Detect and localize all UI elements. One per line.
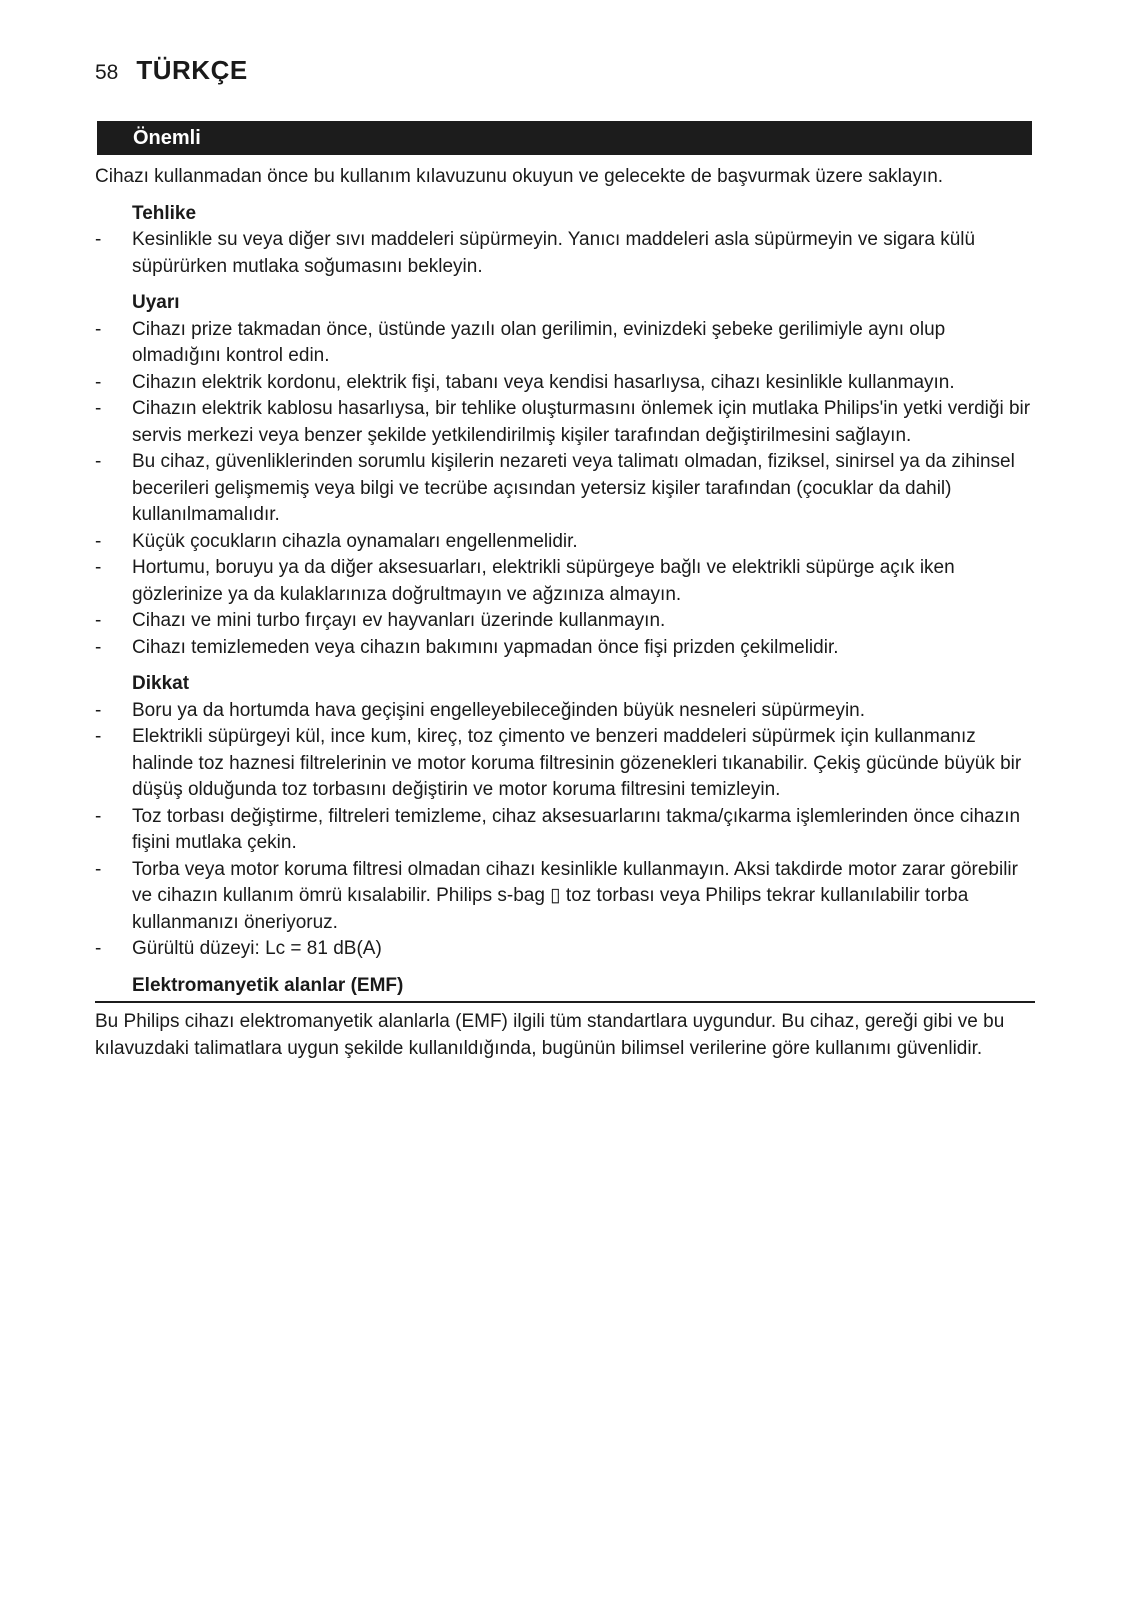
list-item: [95, 227, 1035, 280]
list-item-text: Cihazı ve mini turbo fırçayı ev hayvanları üzerinde kullanmayın.: [132, 610, 666, 631]
list-item: [95, 804, 1035, 857]
caution-heading: Dikkat: [132, 673, 190, 694]
dash-bullet: -: [95, 636, 102, 658]
dash-bullet: -: [95, 451, 102, 472]
list-item: [95, 396, 1035, 449]
danger-heading: Tehlike: [132, 202, 197, 224]
dash-bullet: -: [95, 726, 102, 747]
warning-list: [95, 317, 1035, 662]
list-item: [95, 608, 1035, 635]
list-item-text: Küçük çocukların cihazla oynamaları engellenmelidir.: [132, 530, 578, 552]
intro-paragraph: Cihazı kullanmadan önce bu kullanım kılavuzunu okuyun ve gelecekte de başvurmak üzere saklayın.: [95, 166, 944, 187]
page-language-title: TÜRKÇE: [136, 55, 248, 85]
dash-bullet: -: [95, 229, 102, 250]
dash-bullet: -: [95, 530, 102, 552]
list-item: [95, 449, 1035, 529]
list-item-text: Kesinlikle su veya diğer sıvı maddeleri süpürmeyin. Yanıcı maddeleri asla süpürmeyin ve sigara külü süpürürken mutlaka soğumasını bekleyin.: [132, 229, 976, 277]
list-item: [95, 635, 1035, 662]
caution-list: [95, 698, 1035, 963]
list-item-text: Cihazı temizlemeden veya cihazın bakımını yapmadan önce fişi prizden çekilmelidir.: [132, 636, 839, 658]
emf-paragraph: Bu Philips cihazı elektromanyetik alanlarla (EMF) ilgili tüm standartlara uygundur. Bu cihaz, gereği gibi ve bu kılavuzdaki talimatlara uygun şekilde kullanıldığında, bugünün bilimsel verilerine göre kullanımı güvenlidir.: [95, 1011, 1005, 1059]
list-item: [95, 724, 1035, 804]
list-item-text: Elektrikli süpürgeyi kül, ince kum, kireç, toz çimento ve benzeri maddeleri süpürmek için kullanmanız halinde toz haznesi filtrelerinin ve motor koruma filtresinin gözenekleri tıkanabilir. Çekiş gücünde büyük bir düşüş olduğunda toz torbasını değiştirin ve motor koruma filtresini temizleyin.: [132, 726, 1022, 800]
dash-bullet: -: [95, 610, 102, 631]
page-number: 58: [95, 61, 119, 84]
page-header: [95, 55, 248, 86]
danger-list: [95, 227, 1035, 280]
list-item: [95, 317, 1035, 370]
list-item-text: Cihazın elektrik kordonu, elektrik fişi, tabanı veya kendisi hasarlıysa, cihazı kesinlikle kullanmayın.: [132, 371, 955, 393]
list-item-text: Gürültü düzeyi: Lc = 81 dB(A): [132, 938, 382, 959]
dash-bullet: -: [95, 557, 102, 578]
emf-heading: Elektromanyetik alanlar (EMF): [95, 973, 1035, 1004]
list-item-text: Boru ya da hortumda hava geçişini engelleyebileceğinden büyük nesneleri süpürmeyin.: [132, 699, 866, 721]
warning-heading: Uyarı: [132, 292, 180, 313]
page-content: [95, 164, 1035, 1062]
list-item-text: Toz torbası değiştirme, filtreleri temizleme, cihaz aksesuarlarını takma/çıkarma işlemlerinden önce cihazın fişini mutlaka çekin.: [132, 805, 1021, 853]
list-item: [95, 936, 1035, 963]
list-item: [95, 555, 1035, 608]
dash-bullet: -: [95, 318, 102, 340]
list-item-text: Torba veya motor koruma filtresi olmadan cihazı kesinlikle kullanmayın. Aksi takdirde motor zarar görebilir ve cihazın kullanım ömrü kısalabilir. Philips s-bag ▯ toz torbası veya Philips tekrar kullanılabilir torba kullanmanızı öneriyoruz.: [132, 858, 1018, 933]
list-item-text: Hortumu, boruyu ya da diğer aksesuarları, elektrikli süpürgeye bağlı ve elektrikli süpürge açık iken gözlerinize ya da kulaklarınıza doğrultmayın ve ağzınıza almayın.: [132, 557, 955, 605]
list-item: [95, 529, 1035, 556]
list-item: [95, 698, 1035, 725]
dash-bullet: -: [95, 938, 102, 959]
dash-bullet: -: [95, 858, 102, 880]
list-item-text: Cihazın elektrik kablosu hasarlıysa, bir tehlike oluşturmasını önlemek için mutlaka Philips'in yetki verdiği bir servis merkezi veya benzer şekilde yetkilendirilmiş kişiler tarafından değiştirilmesini sağlayın.: [132, 398, 1031, 446]
list-item-text: Bu cihaz, güvenliklerinden sorumlu kişilerin nezareti veya talimatı olmadan, fiziksel, sinirsel ya da zihinsel becerileri gelişmemiş veya bilgi ve tecrübe açısından yetersiz kişiler tarafından (çocuklar da dahil) kullanılmamalıdır.: [132, 451, 1015, 525]
dash-bullet: -: [95, 805, 102, 827]
dash-bullet: -: [95, 398, 102, 419]
dash-bullet: -: [95, 699, 102, 721]
section-title-bar: Önemli: [97, 121, 1032, 155]
list-item: [95, 370, 1035, 397]
dash-bullet: -: [95, 371, 102, 393]
list-item-text: Cihazı prize takmadan önce, üstünde yazılı olan gerilimin, evinizdeki şebeke gerilimiyle aynı olup olmadığını kontrol edin.: [132, 318, 946, 366]
list-item: [95, 857, 1035, 937]
